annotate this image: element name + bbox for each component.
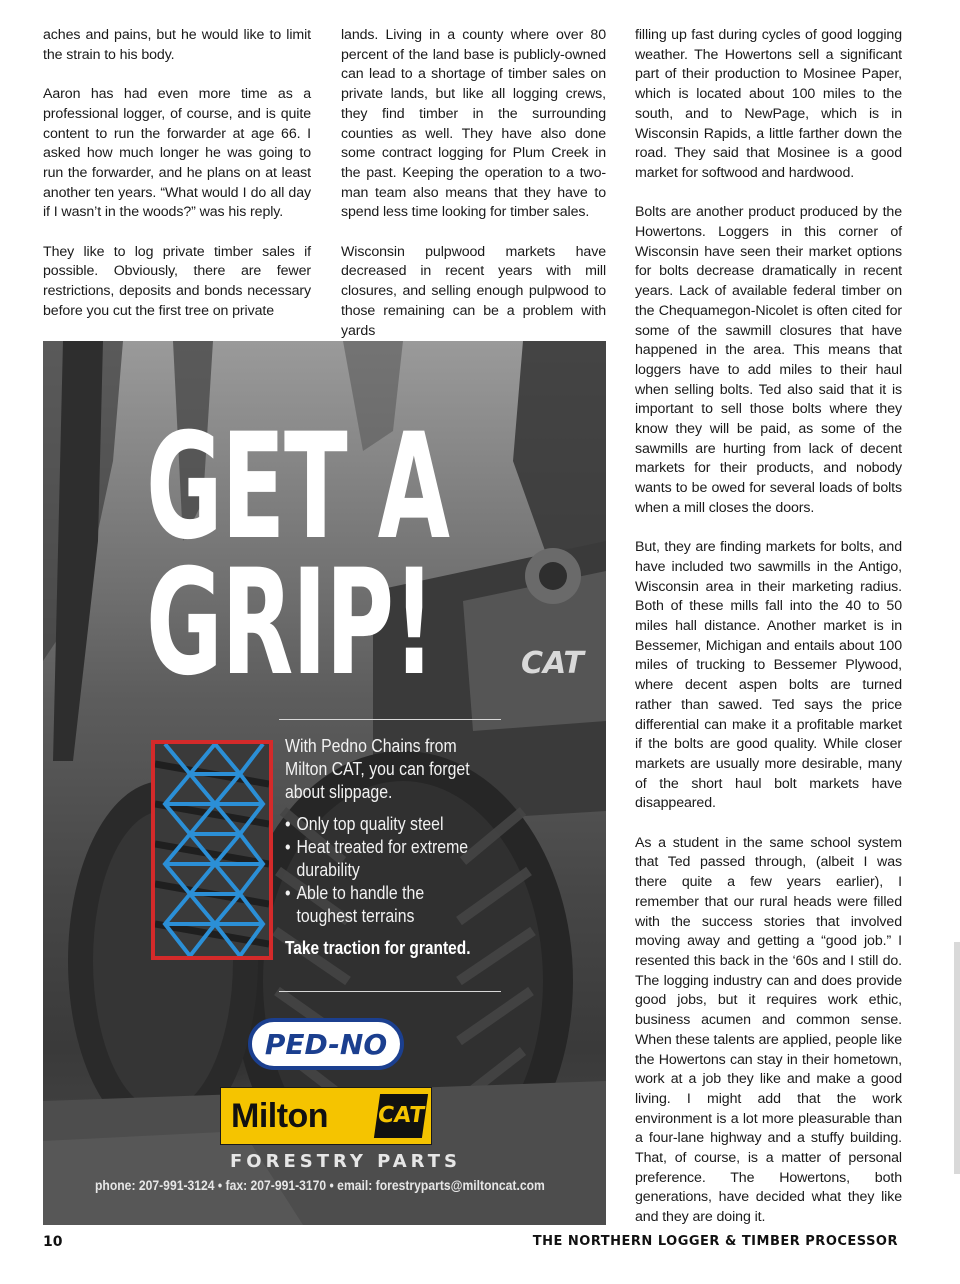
tire-chain-photo <box>151 740 273 960</box>
pedno-logo <box>246 1016 406 1072</box>
forestry-parts-label: FORESTRY PARTS <box>230 1151 461 1172</box>
ad-contact-info: phone: 207-991-3124 • fax: 207-991-3170 • email: forestryparts@miltoncat.com <box>95 1178 545 1193</box>
milton-cat-logo <box>220 1087 432 1145</box>
ad-feature-item <box>285 836 487 882</box>
ad-feature-item <box>285 882 487 928</box>
feature-text: Heat treated for extreme durability <box>296 837 469 880</box>
ad-intro: With Pedno Chains from Milton CAT, you can forget about slippage. <box>285 736 470 802</box>
ad-copy <box>285 735 487 928</box>
article-paragraph: Wisconsin pulpwood markets have decreased in recent years with mill closures, and selling enough pulpwood to those remaining can be a problem with yards <box>341 243 606 339</box>
bullet-icon: • <box>285 837 291 857</box>
article-paragraph: Bolts are another product produced by the Howertons. Loggers in this corner of Wisconsin have seen their market options for bolts decrease dramatically in recent years. Lack of available federal timber on the Chequamegon-Nicolet is often cited for some of the sawmill closures that have happened in the area. This means that loggers have to add miles to their haul when selling bolts. Ted also said that it is important to sell those bolts where they know they will be paid, as some of the sawmills are hurting from lack of decent markets for their products, and nobody wants to be owed for several loads of bolts when a mill closes the doors. <box>635 204 902 516</box>
article-paragraph: filling up fast during cycles of good logging weather. The Howertons sell a significant part of their production to Mosinee Paper, which is located about 100 miles to the south, and to NewPage, which is in Wisconsin Rapids, a little farther down the road. They said that Mosinee is a good market for softwood and hardwood. <box>635 27 902 181</box>
article-column-3 <box>635 26 902 1228</box>
headline-line-1: GET A <box>146 402 449 572</box>
page-edge-tab <box>954 942 960 1174</box>
bullet-icon: • <box>285 814 291 834</box>
bullet-icon: • <box>285 883 291 903</box>
cat-logo-badge: CAT <box>374 1094 428 1138</box>
ad-divider-bottom <box>279 991 501 992</box>
ad-headline <box>146 402 449 708</box>
headline-line-2: GRIP! <box>146 538 435 708</box>
article-paragraph: As a student in the same school system that Ted passed through, (albeit I was there quite a few years earlier), I remember that our rural heads were filled with the success stories that involved moving away and getting a “good job.” I resented this back in the ‘60s and I still do. The logging industry can and does provide good jobs, but it requires work ethic, business acumen and common sense. When these talents are applied, people like the Howertons can stay in their hometown, work at a job they like and make a good living. I might add that the work environment is a lot more pleasurable than a four-lane highway and a stuffy building. That, of course, is a matter of personal preference. The Howertons, both generations, have decided what they like and they are doing it. <box>635 834 903 1226</box>
ad-feature-list <box>285 813 487 928</box>
pedno-chains-advertisement <box>43 341 606 1225</box>
article-paragraph: aches and pains, but he would like to limit the strain to his body. <box>43 27 311 63</box>
feature-text: Only top quality steel <box>296 814 444 834</box>
ad-divider-top <box>279 719 501 720</box>
page-number: 10 <box>43 1234 63 1250</box>
tire-chain-icon <box>155 744 269 956</box>
article-paragraph: But, they are finding markets for bolts, and have included two sawmills in the Antigo, Wisconsin area in their marketing radius. Both of these mills fall into the 40 to 50 miles hall distance. Another market is in Bessemer, Michigan and entails about 100 miles of trucking to Bessemer Plywood, where decent aspen bolts are turned rather than sawed. Ted says the price differential can make it a profitable market if the bolts are good quality. While closer markets are usually more desirable, many of the short haul bolt markets have disappeared. <box>635 539 902 812</box>
feature-text: Able to handle the toughest terrains <box>296 883 425 926</box>
publication-title: THE NORTHERN LOGGER & TIMBER PROCESSOR <box>532 1234 898 1249</box>
article-column-2 <box>341 26 606 341</box>
article-paragraph: lands. Living in a county where over 80 percent of the land base is publicly-owned can lead to a shortage of timber sales on private lands, but like all logging crews, they find timber in the surrounding counties as well. They have also done some contract logging for Plum Creek in the past. Keeping the operation to a two-man team also means that they have to spend less time looking for timber sales. <box>341 27 606 221</box>
milton-logo-text: Milton <box>231 1097 329 1135</box>
svg-text:PED-NO: PED-NO <box>264 1028 388 1061</box>
machine-brand-label: CAT <box>521 646 584 681</box>
ad-tagline: Take traction for granted. <box>285 938 471 958</box>
ad-feature-item <box>285 813 487 836</box>
article-paragraph: Aaron has had even more time as a professional logger, of course, and is quite content to run the forwarder at age 66. I asked how much longer he was going to run the forwarder, and he plans on at least another ten years. “What would I do all day if I wasn’t in the woods?” was his reply. <box>43 86 311 221</box>
article-column-1 <box>43 26 311 322</box>
article-paragraph: They like to log private timber sales if possible. Obviously, there are fewer restrictions, deposits and bonds necessary before you cut the first tree on private <box>43 243 311 319</box>
